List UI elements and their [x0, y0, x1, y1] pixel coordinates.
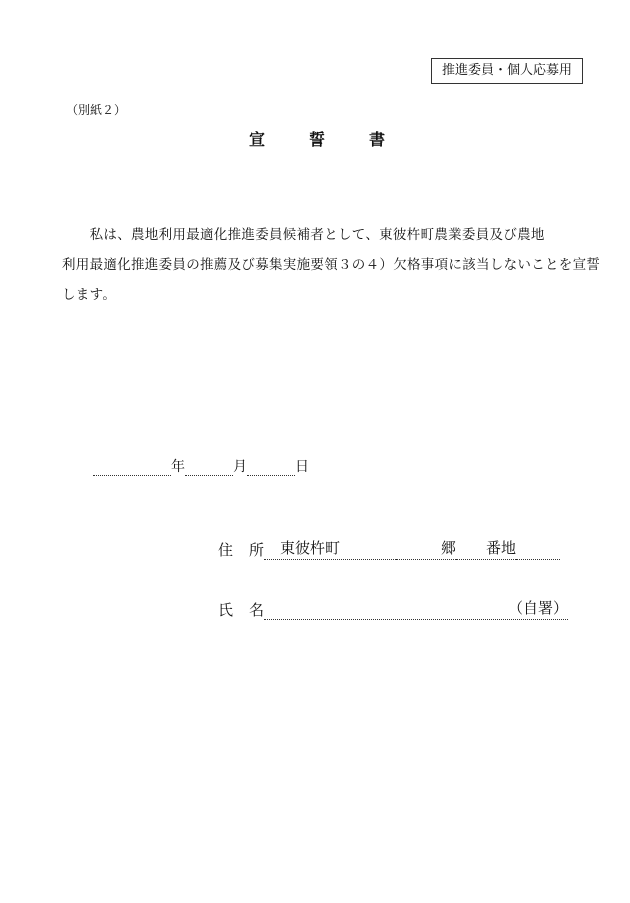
- address-label-char: 所: [249, 541, 265, 559]
- declaration-body: [62, 220, 601, 310]
- day-input-line[interactable]: [247, 457, 295, 476]
- year-input-line[interactable]: [93, 457, 171, 476]
- address-town: 東彼杵町: [280, 539, 341, 557]
- name-label-char: 氏: [218, 601, 234, 619]
- body-line: 利用最適化推進委員の推薦及び募集実施要領３の４）欠格事項に該当しないことを宣誓: [62, 257, 601, 273]
- month-label: 月: [233, 459, 247, 475]
- category-box: 推進委員・個人応募用: [431, 58, 583, 84]
- name-label-char: 名: [249, 601, 265, 619]
- address-label-char: 住: [218, 541, 234, 559]
- title-char: 宣: [249, 130, 266, 149]
- day-label: 日: [295, 459, 309, 475]
- document-title: [249, 127, 385, 150]
- body-line: します。: [62, 287, 117, 303]
- title-char: 書: [369, 130, 386, 149]
- address-town-line[interactable]: [264, 537, 396, 560]
- address-trailing-line: [516, 558, 560, 560]
- signature-note: （自署）: [508, 599, 569, 617]
- address-lot-label: 番地: [486, 539, 517, 557]
- name-field: [218, 597, 568, 620]
- date-field: [93, 456, 309, 476]
- attachment-label: （別紙２）: [66, 103, 127, 117]
- address-field: [218, 537, 560, 560]
- month-input-line[interactable]: [185, 457, 233, 476]
- title-char: 誓: [309, 130, 326, 149]
- address-district-line[interactable]: [396, 537, 456, 560]
- body-line: 私は、農地利用最適化推進委員候補者として、東彼杵町農業委員及び農地: [62, 227, 545, 243]
- address-lot-line[interactable]: [456, 537, 516, 560]
- address-district-label: 郷: [441, 539, 457, 557]
- name-signature-line[interactable]: [264, 597, 568, 620]
- year-label: 年: [171, 459, 185, 475]
